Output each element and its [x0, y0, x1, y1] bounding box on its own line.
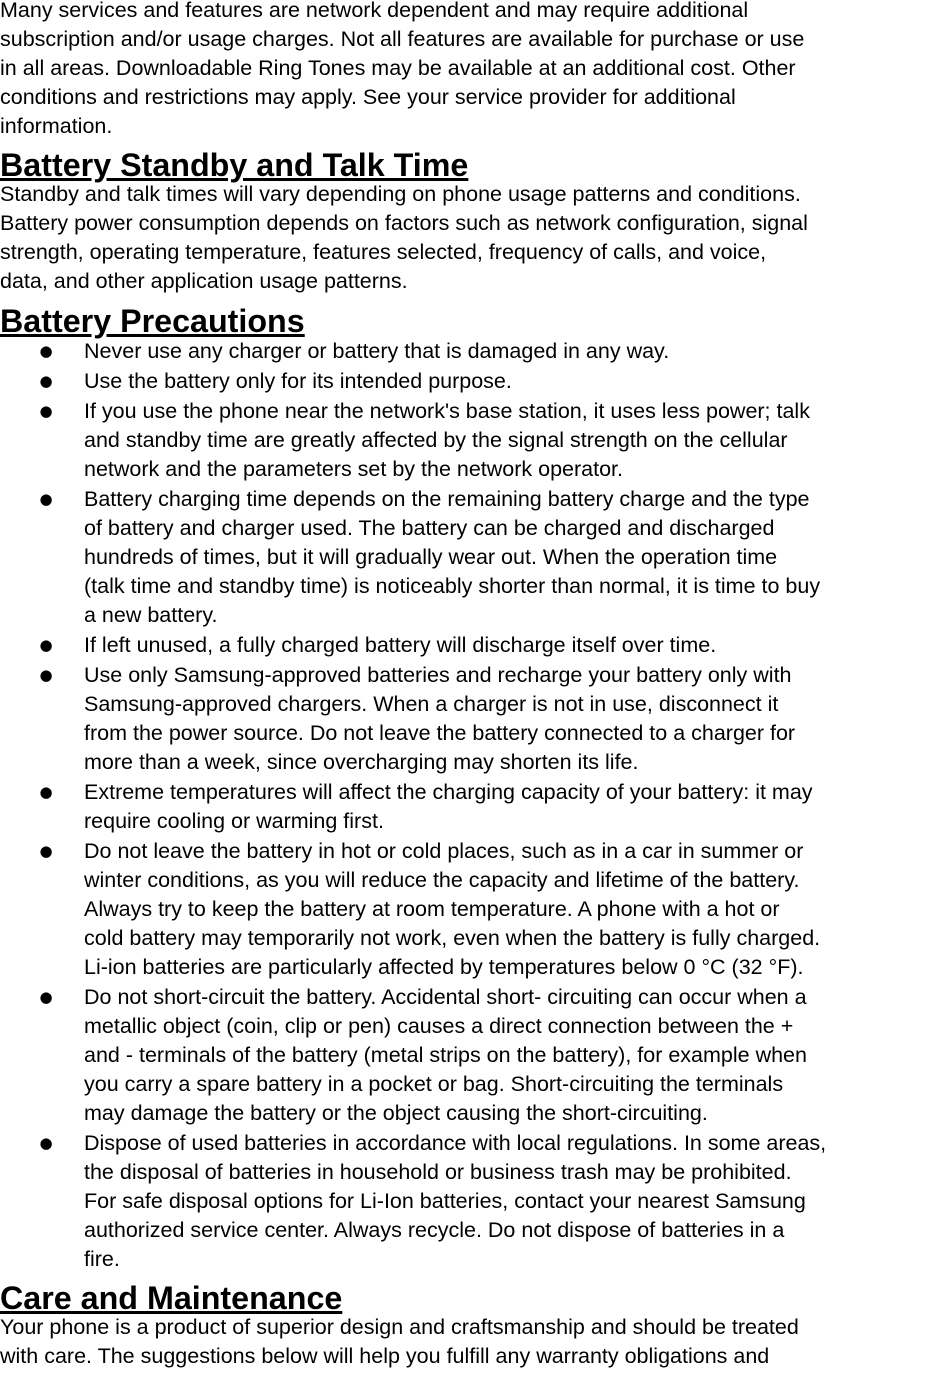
standby-paragraph: Standby and talk times will vary depending on phone usage patterns and conditions. Battery power consumption depends on factors such as network configuration, signal strength, operating temperature, features selected, frequency of calls, and voice, data, and other application usage patterns.: [0, 182, 808, 293]
bullet-icon: ●: [39, 666, 53, 684]
bullet-icon: ●: [39, 842, 53, 860]
bullet-icon: ●: [39, 1134, 53, 1152]
bullet-icon: ●: [39, 636, 53, 654]
bullet-icon: ●: [39, 402, 53, 420]
heading-battery-precautions: Battery Precautions: [0, 303, 305, 339]
list-item-text: If you use the phone near the network's base station, it uses less power; talk and standby time are greatly affected by the signal strength on the cellular network and the parameters set by the network operator.: [84, 399, 810, 481]
list-item: [0, 778, 945, 836]
intro-paragraph: Many services and features are network dependent and may require additional subscription and/or usage charges. Not all features are available for purchase or use in all areas. Downloadable Ring Tones may be available at an additional cost. Other conditions and restrictions may apply. See your service provider for additional information.: [0, 0, 805, 138]
list-item-text: Use only Samsung-approved batteries and recharge your battery only with Samsung-approved chargers. When a charger is not in use, disconnect it from the power source. Do not leave the battery connected to a charger for more than a week, since overcharging may shorten its life.: [84, 663, 796, 774]
heading-battery-standby: Battery Standby and Talk Time: [0, 147, 469, 183]
bullet-icon: ●: [39, 783, 53, 801]
list-item: [0, 983, 945, 1128]
list-item: [0, 485, 945, 630]
list-item-text: Extreme temperatures will affect the charging capacity of your battery: it may require cooling or warming first.: [84, 780, 813, 833]
list-item: [0, 631, 945, 660]
bullet-icon: ●: [39, 342, 53, 360]
list-item-text: Dispose of used batteries in accordance with local regulations. In some areas, the disposal of batteries in household or business trash may be prohibited. For safe disposal options for Li-Ion batteries, contact your nearest Samsung authorized service center. Always recycle. Do not dispose of batteries in a fire.: [84, 1131, 827, 1271]
list-item: [0, 367, 945, 396]
list-item-text: Do not short-circuit the battery. Accidental short- circuiting can occur when a metallic object (coin, clip or pen) causes a direct connection between the + and - terminals of the battery (metal strips on the battery), for example when you carry a spare battery in a pocket or bag. Short-circuiting the terminals may damage the battery or the object causing the short-circuiting.: [84, 985, 807, 1125]
list-item-text: If left unused, a fully charged battery will discharge itself over time.: [84, 633, 717, 657]
list-item-text: Never use any charger or battery that is damaged in any way.: [84, 339, 670, 363]
bullet-icon: ●: [39, 490, 53, 508]
list-item: [0, 661, 945, 777]
list-item-text: Use the battery only for its intended purpose.: [84, 369, 512, 393]
care-paragraph: Your phone is a product of superior design and craftsmanship and should be treated with care. The suggestions below will help you fulfill any warranty obligations and: [0, 1315, 799, 1368]
list-item: [0, 337, 945, 366]
precautions-list: [0, 337, 945, 1274]
list-item-text: Do not leave the battery in hot or cold places, such as in a car in summer or winter conditions, as you will reduce the capacity and lifetime of the battery. Always try to keep the battery at room temperature. A phone with a hot or cold battery may temporarily not work, even when the battery is fully charged. Li-ion batteries are particularly affected by temperatures below 0 °C (32 °F).: [84, 839, 821, 979]
heading-care-maintenance: Care and Maintenance: [0, 1280, 343, 1316]
list-item: [0, 397, 945, 484]
bullet-icon: ●: [39, 372, 53, 390]
bullet-icon: ●: [39, 988, 53, 1006]
list-item: [0, 837, 945, 982]
list-item-text: Battery charging time depends on the remaining battery charge and the type of battery and charger used. The battery can be charged and discharged hundreds of times, but it will gradually wear out. When the operation time (talk time and standby time) is noticeably shorter than normal, it is time to buy a new battery.: [84, 487, 821, 627]
list-item: [0, 1129, 945, 1274]
